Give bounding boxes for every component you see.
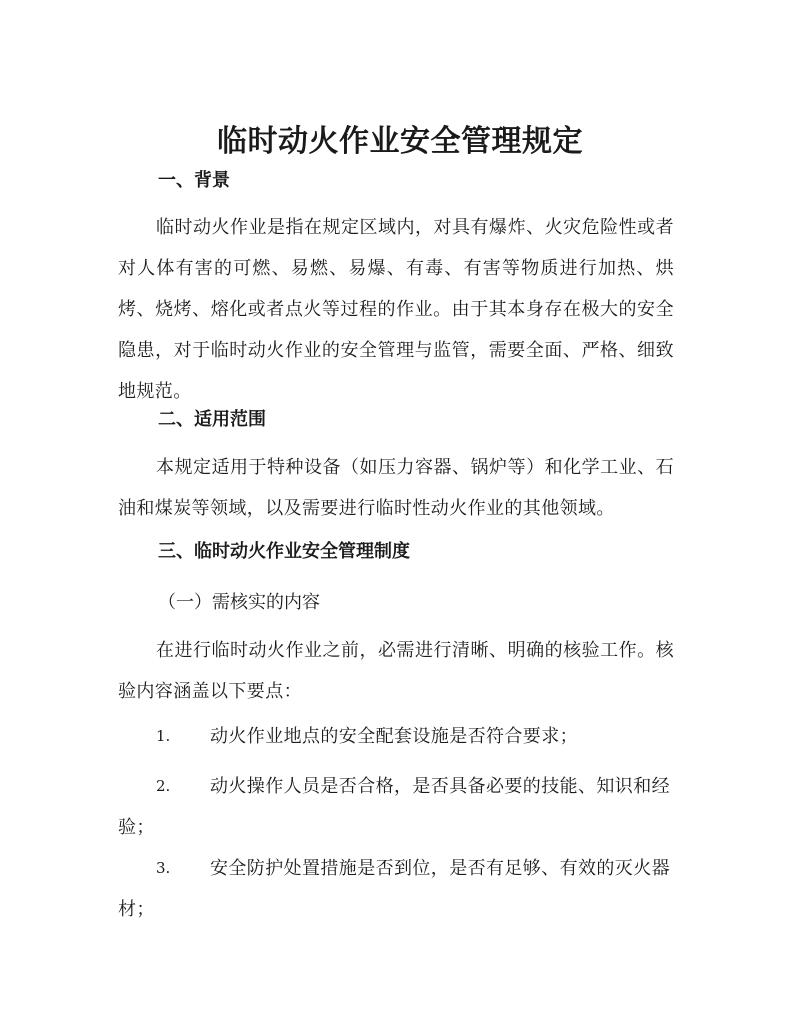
section-heading-background: 一、背景 (158, 170, 230, 191)
section-paragraph-background: 临时动火作业是指在规定区域内，对具有爆炸、火灾危险性或者对人体有害的可燃、易燃、易爆、有毒、有害等物质进行加热、烘烤、烧烤、熔化或者点火等过程的作业。由于其本身存在极大的安全隐患，对于临时动火作业的安全管理与监管，需要全面、严格、细致地规范。 (118, 217, 674, 402)
list-item-line-continued: 材； (118, 899, 155, 920)
list-item-line: 动火操作人员是否合格，是否具备必要的技能、知识和经 (210, 776, 670, 797)
section-paragraph-verify: 在进行临时动火作业之前，必需进行清晰、明确的核验工作。核验内容涵盖以下要点： (118, 640, 674, 702)
list-item-text (118, 716, 674, 757)
list-item-number: 2. (156, 777, 171, 795)
list-item-number: 1. (156, 727, 171, 745)
list-item-text (118, 766, 674, 848)
list-item (118, 848, 674, 930)
list-item-line: 动火作业地点的安全配套设施是否符合要求； (210, 726, 578, 747)
section-heading-management: 三、临时动火作业安全管理制度 (158, 541, 410, 562)
list-item (118, 766, 674, 848)
document-title: 临时动火作业安全管理规定 (217, 124, 583, 159)
list-item-line: 安全防护处置措施是否到位，是否有足够、有效的灭火器 (210, 858, 670, 879)
subsection-heading-verify: （一）需核实的内容 (158, 592, 320, 613)
list-item-number: 3. (156, 859, 171, 877)
list-item-line-continued: 验； (118, 817, 155, 838)
section-paragraph-scope: 本规定适用于特种设备（如压力容器、锅炉等）和化学工业、石油和煤炭等领域，以及需要进行临时性动火作业的其他领域。 (118, 457, 674, 519)
section-heading-scope: 二、适用范围 (158, 409, 266, 430)
list-item (118, 716, 674, 757)
list-item-text (118, 848, 674, 930)
